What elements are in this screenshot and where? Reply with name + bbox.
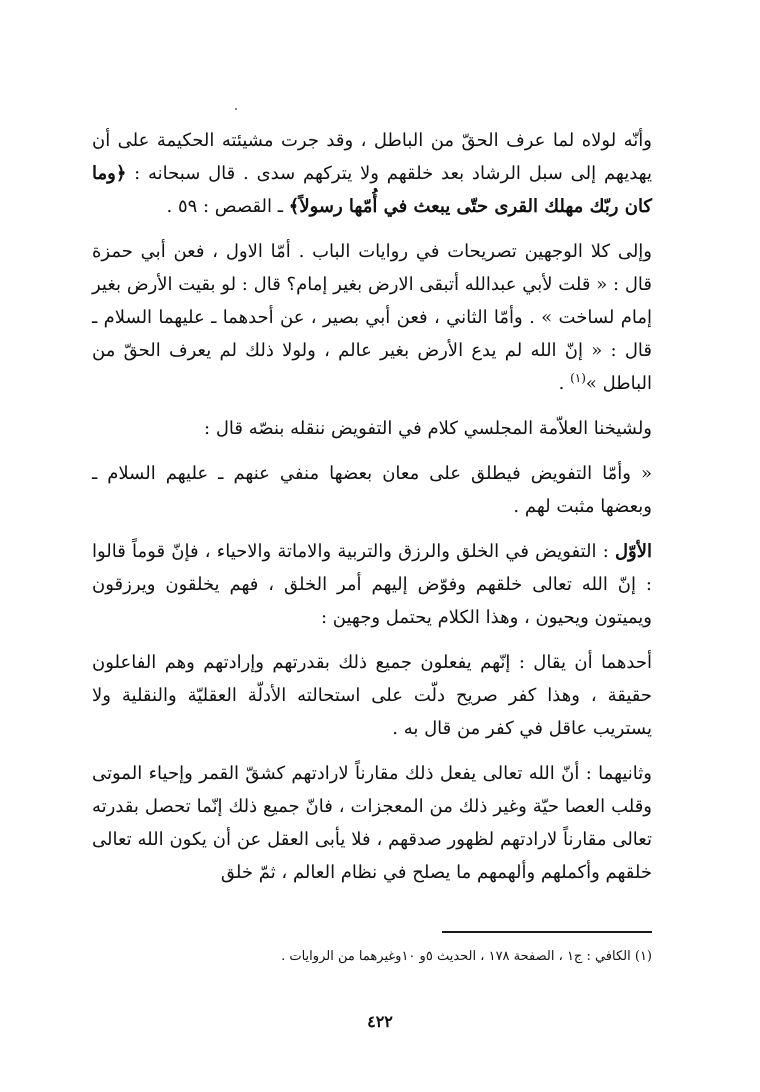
text-run: أحدهما أن يقال : إنّهم يفعلون جميع ذلك بقدرتهم وإرادتهم وهم الفاعلون حقيقة ، وهذا كفر صريح دلّت على استحالته الأدلّة العقليّة والنقلية ولا يستريب عاقل في كفر من قال به . xyxy=(92,652,652,739)
paragraph xyxy=(92,646,652,745)
bold-phrase: ﴿وما كان ربّك مهلك القرى حتّى يبعث في أُمّها رسولاً﴾ xyxy=(92,163,652,217)
text-run: وإلى كلا الوجهين تصريحات في روايات الباب . أمّا الاول ، فعن أبي حمزة قال : « قلت لأبي عبدالله أتبقى الارض بغير إمام؟ قال : لو بقيت الأرض بغير إمام لساخت » . وأمّا الثاني ، فعن أبي بصير ، عن أحدهما ـ عليهما السلام ـ قال : « إنّ الله لم يدع الأرض بغير عالم ، ولولا ذلك لم يعرف الحقّ من الباطل » xyxy=(92,241,652,394)
paragraph xyxy=(92,124,652,223)
text-run: وأنّه لولاه لما عرف الحقّ من الباطل ، وقد جرت مشيئته الحكيمة على أن يهديهم إلى سبل الرشاد بعد خلقهم ولا يتركهم سدى . قال سبحانه : xyxy=(92,130,652,184)
paragraph xyxy=(92,412,652,445)
bold-phrase: الأوّل xyxy=(614,541,652,562)
paragraph xyxy=(92,457,652,523)
paragraph xyxy=(92,235,652,400)
body-text xyxy=(92,124,652,889)
text-run: ـ القصص : ٥٩ . xyxy=(166,196,289,217)
paragraph xyxy=(92,535,652,634)
paragraph xyxy=(92,757,652,889)
footnote-divider xyxy=(442,931,652,933)
text-run: ولشيخنا العلاّمة المجلسي كلام في التفويض ننقله بنصّه قال : xyxy=(204,418,652,439)
footnote-reference: (١) xyxy=(570,371,586,385)
text-run: وثانيهما : أنّ الله تعالى يفعل ذلك مقارناً لارادتهم كشقّ القمر وإحياء الموتى وقلب العصا حيّة وغير ذلك من المعجزات ، فانّ جميع ذلك إنّما تحصل بقدرته تعالى مقارناً لارادتهم لظهور صدقهم ، فلا يأبى العقل عن أن يكون الله تعالى خلقهم وأكملهم وألهمهم ما يصلح في نظام العالم ، ثمّ خلق xyxy=(92,763,652,883)
text-run: : التفويض في الخلق والرزق والتربية والاماتة والاحياء ، فإنّ قوماً قالوا : إنّ الله تعالى خلقهم وفوّض إليهم أمر الخلق ، فهم يخلقون ويرزقون ويميتون ويحيون ، وهذا الكلام يحتمل وجهين : xyxy=(92,541,652,628)
footnote: (١) الكافي : ج١ ، الصفحة ١٧٨ ، الحديث ٥و ١٠وغيرهما من الروايات . xyxy=(281,949,652,964)
page-number: ٤٢٢ xyxy=(367,1012,393,1031)
text-run: . xyxy=(558,373,571,394)
text-run: « وأمّا التفويض فيطلق على معان بعضها منفي عنهم ـ عليهم السلام ـ وبعضها مثبت لهم . xyxy=(92,463,652,517)
print-speck xyxy=(235,108,237,110)
